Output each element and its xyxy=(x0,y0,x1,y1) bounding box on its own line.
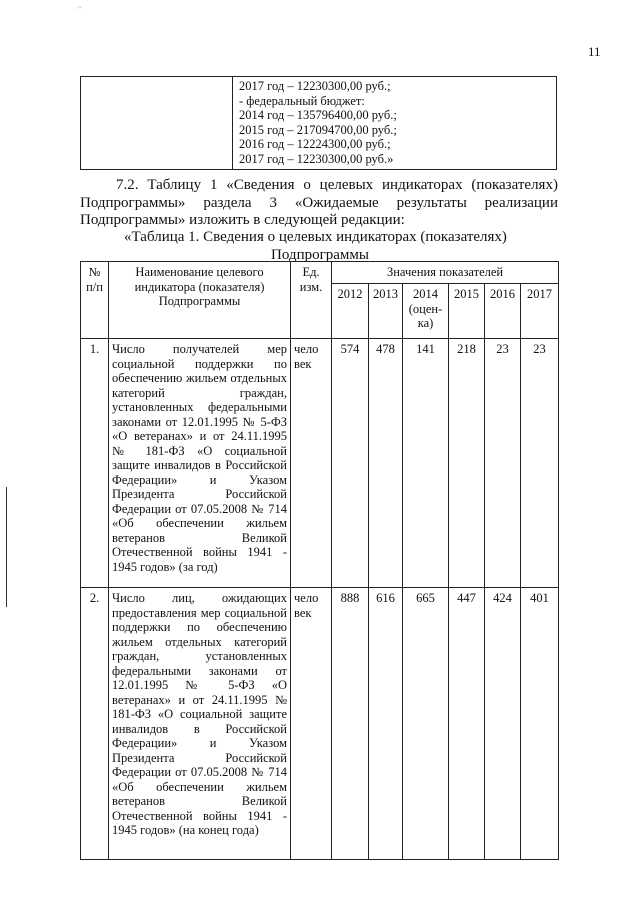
amendment-paragraph xyxy=(80,177,558,230)
budget-lines-cell xyxy=(233,77,557,170)
row-num: 2. xyxy=(81,588,109,860)
budget-line: - федеральный бюджет: xyxy=(239,93,365,108)
header-num: № п/п xyxy=(81,262,109,339)
word: 7.2. xyxy=(116,177,139,193)
header-year: 2013 xyxy=(369,284,403,339)
scan-margin-mark xyxy=(6,487,7,607)
row-value: 141 xyxy=(403,339,449,588)
budget-empty-cell xyxy=(81,77,233,170)
header-name: Наименование целевого индикатора (показателя) Подпрограммы xyxy=(109,262,291,339)
table-caption: «Таблица 1. Сведения о целевых индикаторах (показателях) xyxy=(124,229,507,245)
row-unit: чело век xyxy=(291,588,332,860)
header-year: 2016 xyxy=(485,284,521,339)
header-year: 2017 xyxy=(521,284,559,339)
word: индикаторах xyxy=(382,177,463,193)
row-value: 574 xyxy=(332,339,369,588)
page-number: 11 xyxy=(588,44,601,59)
word: Таблицу xyxy=(147,177,202,193)
row-value: 447 xyxy=(449,588,485,860)
budget-line: 2017 год – 12230300,00 руб.» xyxy=(239,151,394,166)
row-value: 401 xyxy=(521,588,559,860)
header-values: Значения показателей xyxy=(332,262,559,284)
word: результаты xyxy=(396,194,467,211)
scan-smudge: ·ᵛ xyxy=(76,3,82,13)
word: раздела xyxy=(203,194,252,211)
row-value: 888 xyxy=(332,588,369,860)
row-value: 23 xyxy=(521,339,559,588)
budget-table xyxy=(80,76,557,170)
header-unit: Ед. изм. xyxy=(291,262,332,339)
budget-line: 2017 год – 12230300,00 руб.; xyxy=(239,79,391,93)
row-value: 478 xyxy=(369,339,403,588)
paragraph-line-1 xyxy=(80,177,558,195)
word: о xyxy=(303,177,311,193)
word: целевых xyxy=(319,177,374,193)
budget-line: 2014 год – 135796400,00 руб.; xyxy=(239,108,397,122)
indicators-table xyxy=(80,261,559,860)
row-value: 616 xyxy=(369,588,403,860)
word: «Ожидаемые xyxy=(294,194,379,211)
table-row xyxy=(81,588,559,860)
header-year: 2015 xyxy=(449,284,485,339)
header-year: 2014 (оцен-ка) xyxy=(403,284,449,339)
budget-line: 2016 год – 12224300,00 руб.; xyxy=(239,137,391,151)
word: 1 xyxy=(209,177,218,193)
row-indicator-name: Число получателей мер социальной поддержки по обеспечению жильем отдельных категорий граждан, установленных федеральными законами от 12.01.1995 № 5-ФЗ «О ветеранах» и от 24.11.1995 № 181-ФЗ «О социальной защите инвалидов в Российской Федерации» и Указом Президента Российской Федерации от 07.05.2008 № 714 «Об обеспечении жильем ветеранов Великой Отечественной войны 1941 - 1945 годов» (за год) xyxy=(109,339,291,588)
paragraph-line-3: Подпрограммы» изложить в следующей редакции: xyxy=(80,212,405,228)
word: (показателях) xyxy=(471,177,558,193)
table-row xyxy=(81,339,559,588)
row-value: 665 xyxy=(403,588,449,860)
row-value: 23 xyxy=(485,339,521,588)
row-num: 1. xyxy=(81,339,109,588)
row-indicator-name: Число лиц, ожидающих предоставления мер социальной поддержки по обеспечению жильем отдельных категорий граждан, установленных федеральными законами от 12.01.1995 № 5-ФЗ «О ветеранах» и от 24.11.1995 № 181-ФЗ «О социальной защите инвалидов в Российской Федерации» и Указом Президента Российской Федерации от 07.05.2008 № 714 «Об обеспечении жильем ветеранов Великой Отечественной войны 1941 - 1945 годов» (на конец года) xyxy=(109,588,291,860)
word: 3 xyxy=(269,194,277,211)
row-value: 424 xyxy=(485,588,521,860)
row-unit: чело век xyxy=(291,339,332,588)
word: Подпрограммы» xyxy=(80,194,186,211)
budget-line: 2015 год – 217094700,00 руб.; xyxy=(239,122,397,137)
header-year: 2012 xyxy=(332,284,369,339)
word: реализации xyxy=(484,194,558,211)
paragraph-line-2 xyxy=(80,195,558,213)
word: «Сведения xyxy=(226,177,295,193)
row-value: 218 xyxy=(449,339,485,588)
table-caption-continuation: Подпрограммы xyxy=(271,247,369,263)
